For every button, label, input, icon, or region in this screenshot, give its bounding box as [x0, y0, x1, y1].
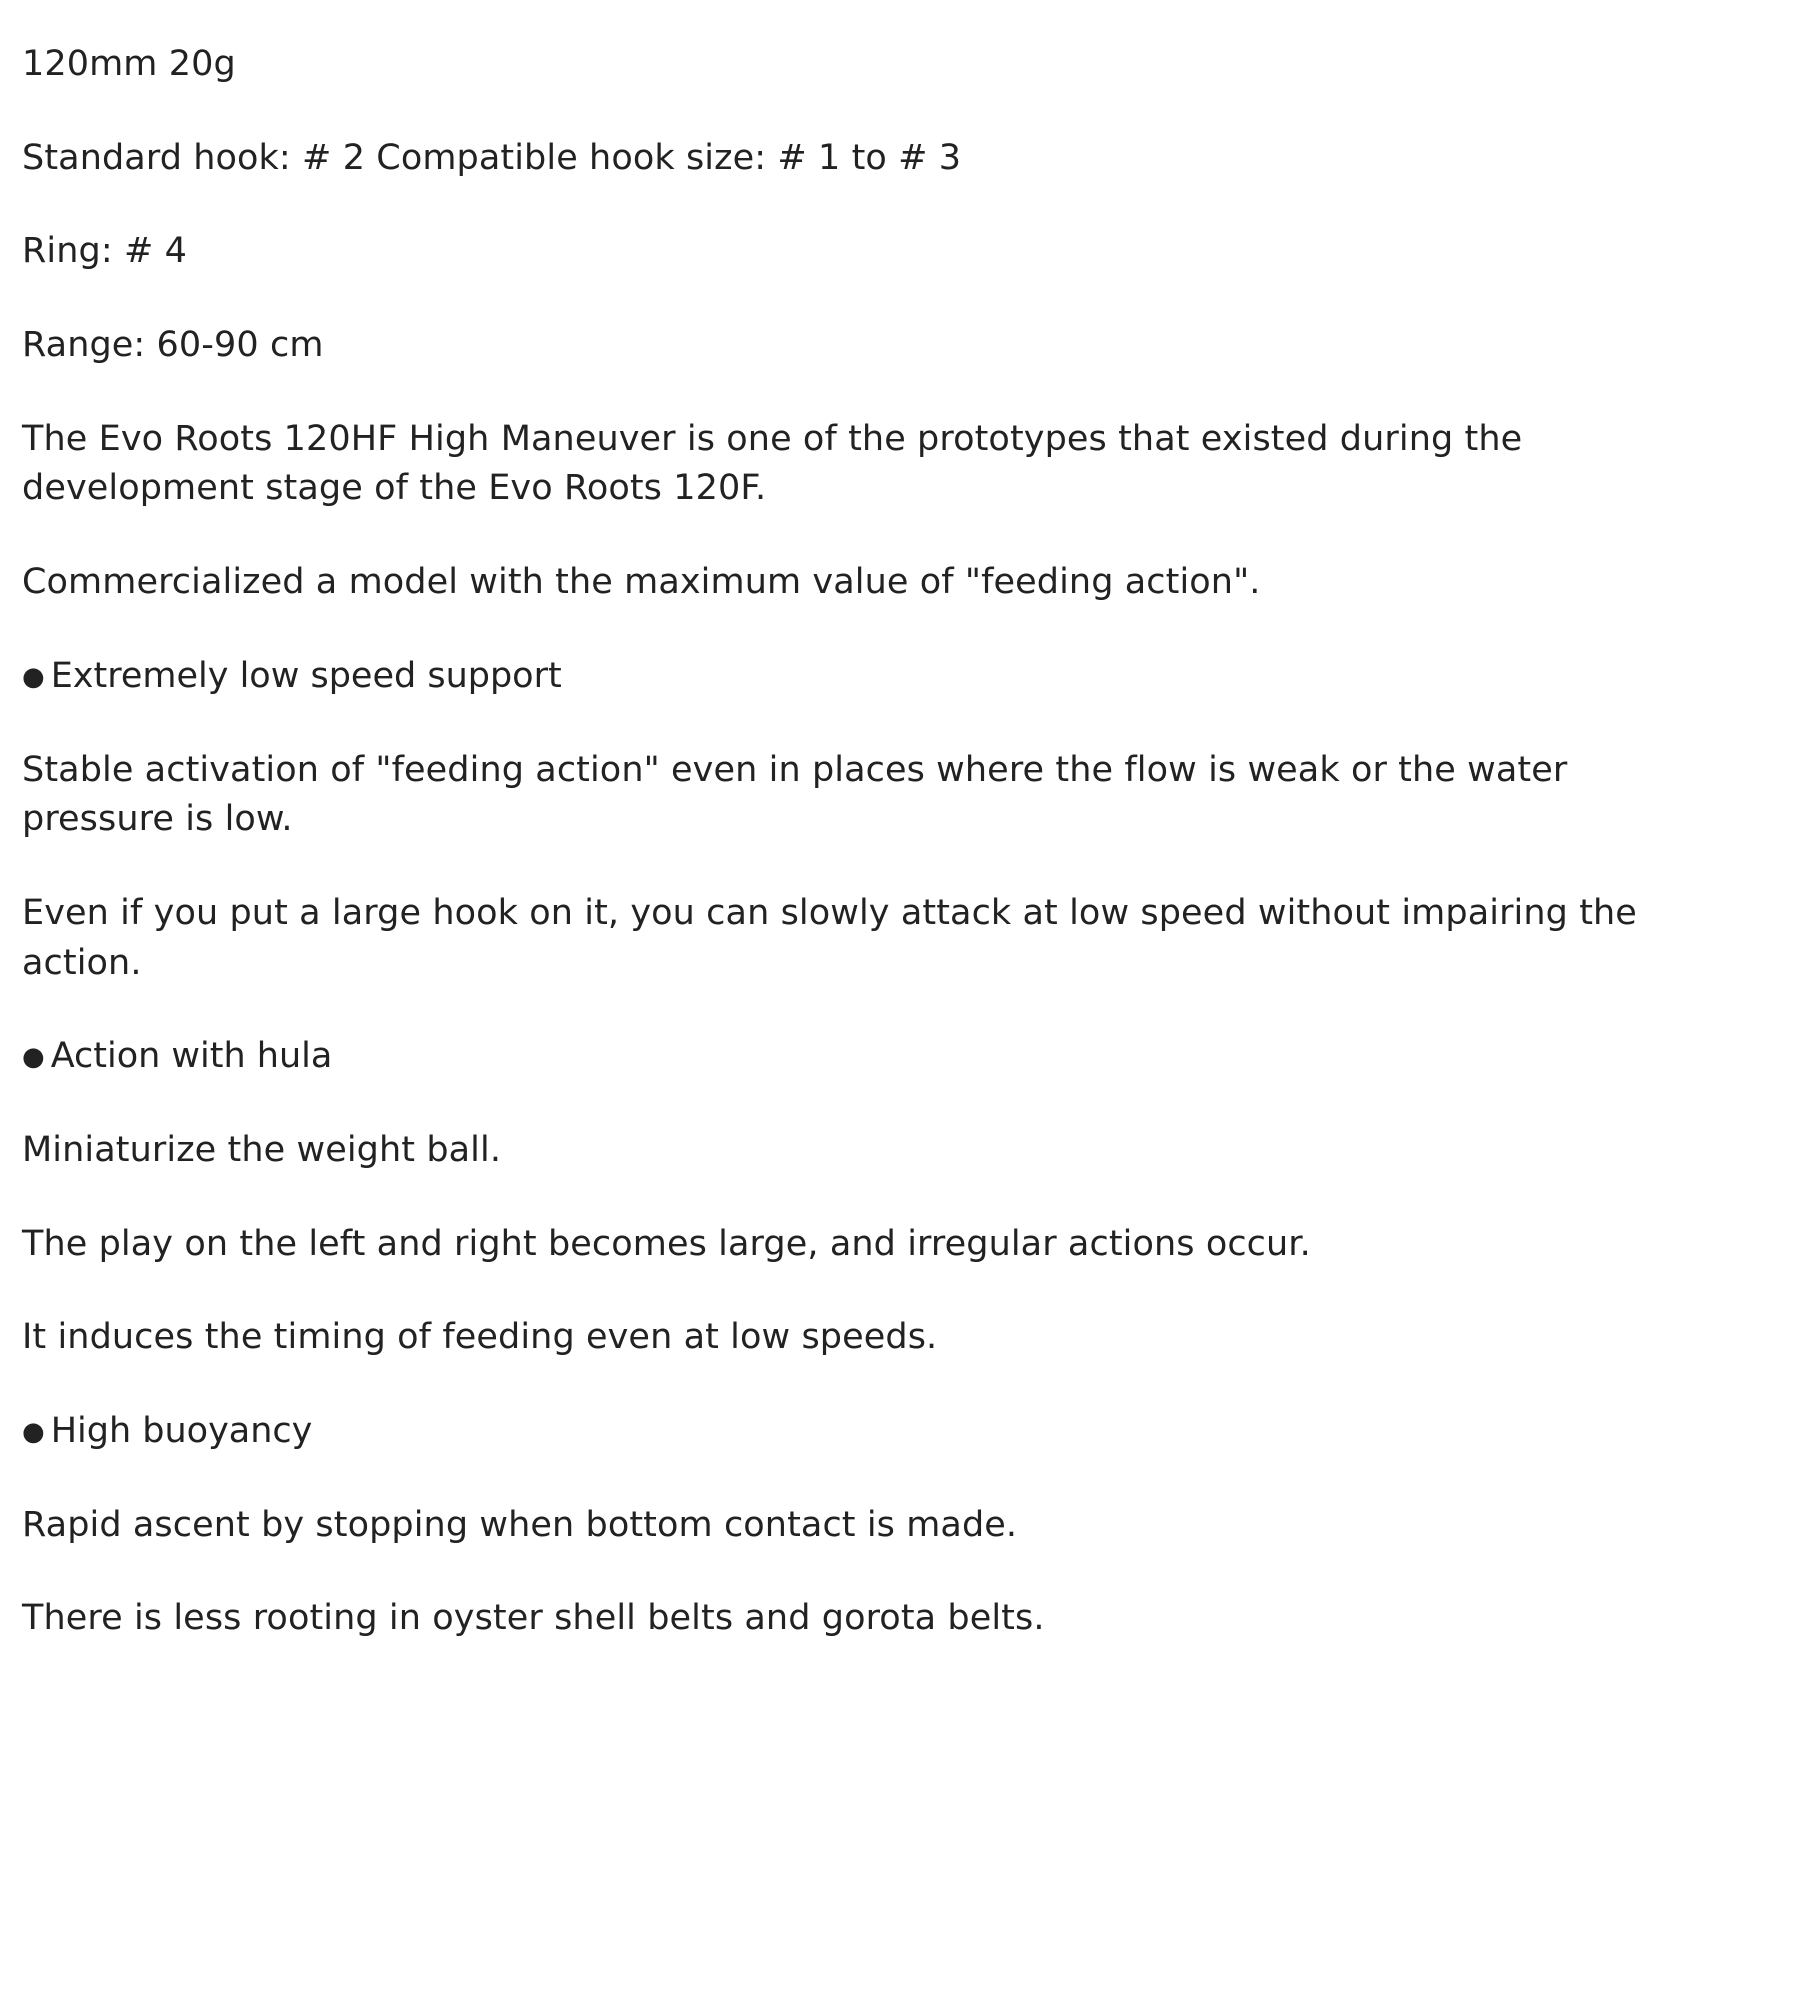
spec-range: Range: 60-90 cm [22, 325, 324, 366]
feature-heading-low-speed-label: Extremely low speed support [50, 655, 562, 696]
spec-hook: Standard hook: # 2 Compatible hook size: # 1 to # 3 [22, 137, 962, 178]
commercialized-paragraph: Commercialized a model with the maximum value of "feeding action". [22, 562, 1261, 603]
feature-buoyancy-detail-1: Rapid ascent by stopping when bottom contact is made. [22, 1504, 1018, 1545]
spec-ring: Ring: # 4 [22, 231, 187, 272]
feature-low-speed-detail-1: Stable activation of "feeding action" even in places where the flow is weak or the water pressure is low. [22, 749, 1568, 840]
feature-buoyancy-detail-2: There is less rooting in oyster shell belts and gorota belts. [22, 1598, 1045, 1639]
feature-hula-detail-1: Miniaturize the weight ball. [22, 1129, 502, 1170]
spec-size: 120mm 20g [22, 44, 236, 84]
feature-heading-low-speed [22, 652, 1774, 702]
feature-hula-detail-3: It induces the timing of feeding even at low speeds. [22, 1317, 938, 1358]
feature-heading-hula [22, 1032, 1774, 1082]
feature-hula-detail-2: The play on the left and right becomes large, and irregular actions occur. [22, 1223, 1311, 1264]
bullet-icon: ● [22, 1417, 45, 1447]
feature-low-speed-detail-2: Even if you put a large hook on it, you can slowly attack at low speed without impairing the action. [22, 892, 1637, 983]
bullet-icon: ● [22, 661, 45, 692]
intro-paragraph: The Evo Roots 120HF High Maneuver is one of the prototypes that existed during the development stage of the Evo Roots 120F. [22, 418, 1523, 509]
bullet-icon: ● [22, 1042, 45, 1073]
feature-heading-hula-label: Action with hula [50, 1036, 333, 1077]
feature-heading-buoyancy-label: High buoyancy [50, 1411, 313, 1451]
feature-heading-buoyancy [22, 1407, 1774, 1457]
